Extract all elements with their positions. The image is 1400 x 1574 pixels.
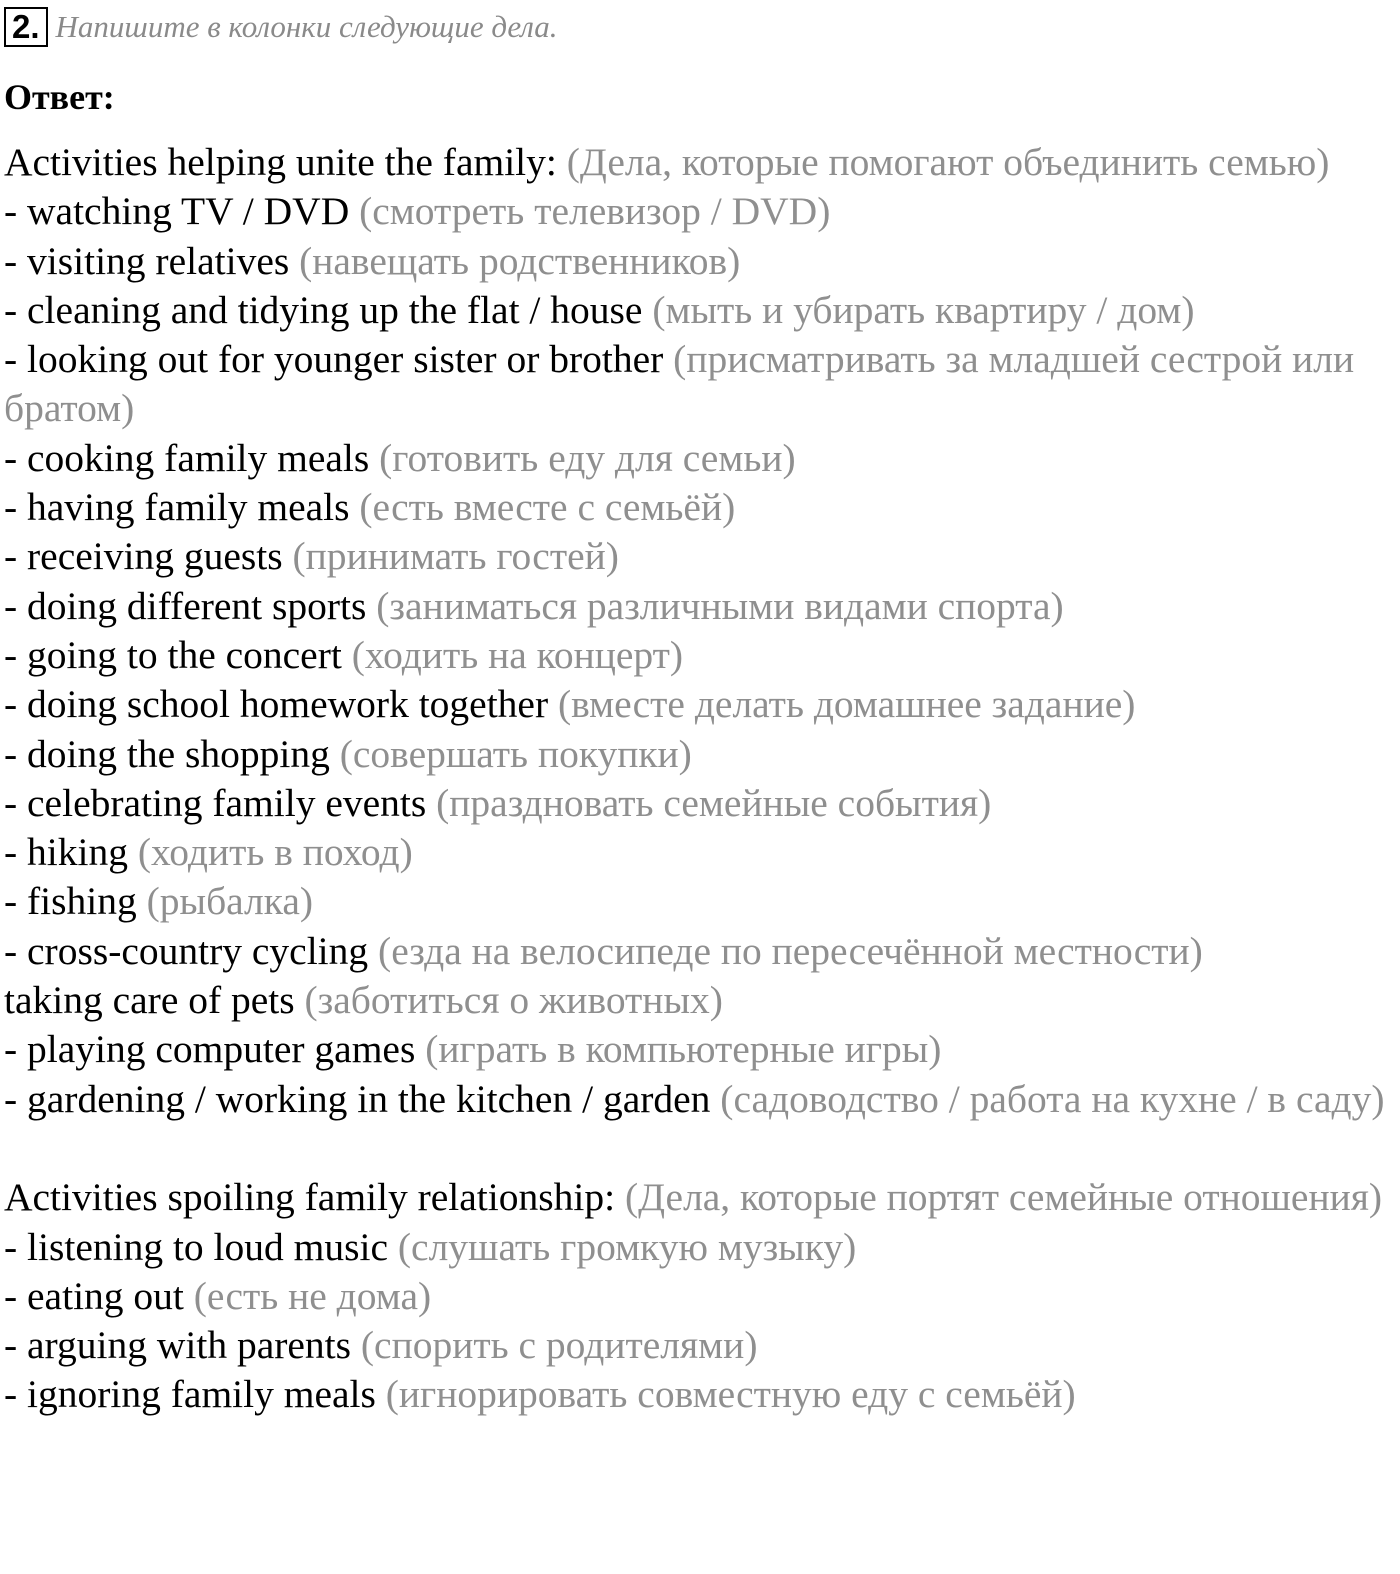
item-ru: (совершать покупки) — [339, 731, 692, 776]
list-item — [4, 779, 1396, 828]
item-ru: (смотреть телевизор / DVD) — [359, 189, 831, 234]
section-gap — [4, 1124, 1396, 1173]
item-ru: (есть вместе с семьёй) — [359, 485, 736, 530]
task-number: 2. — [4, 7, 48, 47]
item-en: - receiving guests — [4, 534, 283, 579]
item-en: - doing the shopping — [4, 731, 330, 776]
item-en: - gardening / working in the kitchen / garden — [4, 1076, 711, 1121]
item-ru: (езда на велосипеде по пересечённой местности) — [378, 928, 1203, 973]
section2-heading — [4, 1173, 1396, 1222]
section2-heading-ru: (Дела, которые портят семейные отношения) — [624, 1175, 1383, 1220]
item-ru: (присматривать за младшей сестрой или братом) — [4, 337, 1355, 431]
item-en: - hiking — [4, 830, 128, 875]
task-header — [4, 5, 558, 49]
item-en: - looking out for younger sister or brother — [4, 337, 664, 382]
item-ru: (заботиться о животных) — [304, 978, 723, 1023]
list-item — [4, 1272, 1396, 1321]
item-en: - cooking family meals — [4, 435, 370, 480]
item-en: - playing computer games — [4, 1027, 416, 1072]
item-en: - cross-country cycling — [4, 928, 369, 973]
item-ru: (садоводство / работа на кухне / в саду) — [720, 1076, 1385, 1121]
item-ru: (вместе делать домашнее задание) — [557, 682, 1136, 727]
section2-heading-en: Activities spoiling family relationship: — [4, 1175, 616, 1220]
item-en: - visiting relatives — [4, 238, 290, 283]
item-ru: (есть не дома) — [193, 1273, 432, 1318]
item-ru: (навещать родственников) — [299, 238, 741, 283]
item-ru: (готовить еду для семьи) — [379, 435, 796, 480]
item-en: - celebrating family events — [4, 780, 427, 825]
list-item — [4, 237, 1396, 286]
item-ru: (слушать громкую музыку) — [397, 1224, 857, 1269]
item-en: - going to the concert — [4, 632, 342, 677]
item-en: - having family meals — [4, 485, 350, 530]
list-item — [4, 187, 1396, 236]
section1-heading — [4, 138, 1396, 187]
item-ru: (ходить на концерт) — [351, 632, 684, 677]
item-ru: (праздновать семейные события) — [436, 780, 992, 825]
item-ru: (заниматься различными видами спорта) — [376, 583, 1064, 628]
item-en: - watching TV / DVD — [4, 189, 350, 234]
item-ru: (ходить в поход) — [137, 830, 413, 875]
section1-heading-en: Activities helping unite the family: — [4, 140, 557, 184]
list-item — [4, 631, 1396, 680]
item-en: - doing different sports — [4, 583, 367, 628]
section2-list — [4, 1223, 1396, 1420]
list-item — [4, 680, 1396, 729]
item-ru: (играть в компьютерные игры) — [425, 1027, 942, 1072]
item-en: taking care of pets — [4, 978, 295, 1023]
item-ru: (принимать гостей) — [292, 534, 619, 579]
item-en: - doing school homework together — [4, 682, 549, 727]
list-item — [4, 1025, 1396, 1074]
section1-heading-ru: (Дела, которые помогают объединить семью) — [566, 140, 1330, 184]
list-item — [4, 434, 1396, 483]
list-item — [4, 1370, 1396, 1419]
list-item — [4, 532, 1396, 581]
list-item — [4, 286, 1396, 335]
task-instruction: Напишите в колонки следующие дела. — [55, 9, 558, 44]
item-ru: (мыть и убирать квартиру / дом) — [652, 287, 1195, 332]
list-item — [4, 828, 1396, 877]
item-en: - fishing — [4, 879, 137, 924]
list-item — [4, 335, 1396, 434]
list-item — [4, 927, 1396, 976]
list-item — [4, 582, 1396, 631]
answer-content — [4, 138, 1396, 1420]
list-item — [4, 1075, 1396, 1124]
item-ru: (спорить с родителями) — [360, 1323, 758, 1368]
item-en: - cleaning and tidying up the flat / house — [4, 287, 643, 332]
list-item — [4, 1321, 1396, 1370]
item-ru: (рыбалка) — [146, 879, 314, 924]
item-en: - listening to loud music — [4, 1224, 389, 1269]
item-ru: (игнорировать совместную еду с семьёй) — [385, 1372, 1076, 1417]
section1-list — [4, 187, 1396, 1124]
list-item — [4, 976, 1396, 1025]
list-item — [4, 1223, 1396, 1272]
item-en: - eating out — [4, 1273, 184, 1318]
item-en: - arguing with parents — [4, 1323, 352, 1368]
list-item — [4, 730, 1396, 779]
list-item — [4, 877, 1396, 926]
answer-heading: Ответ: — [4, 77, 115, 117]
list-item — [4, 483, 1396, 532]
item-en: - ignoring family meals — [4, 1372, 376, 1417]
